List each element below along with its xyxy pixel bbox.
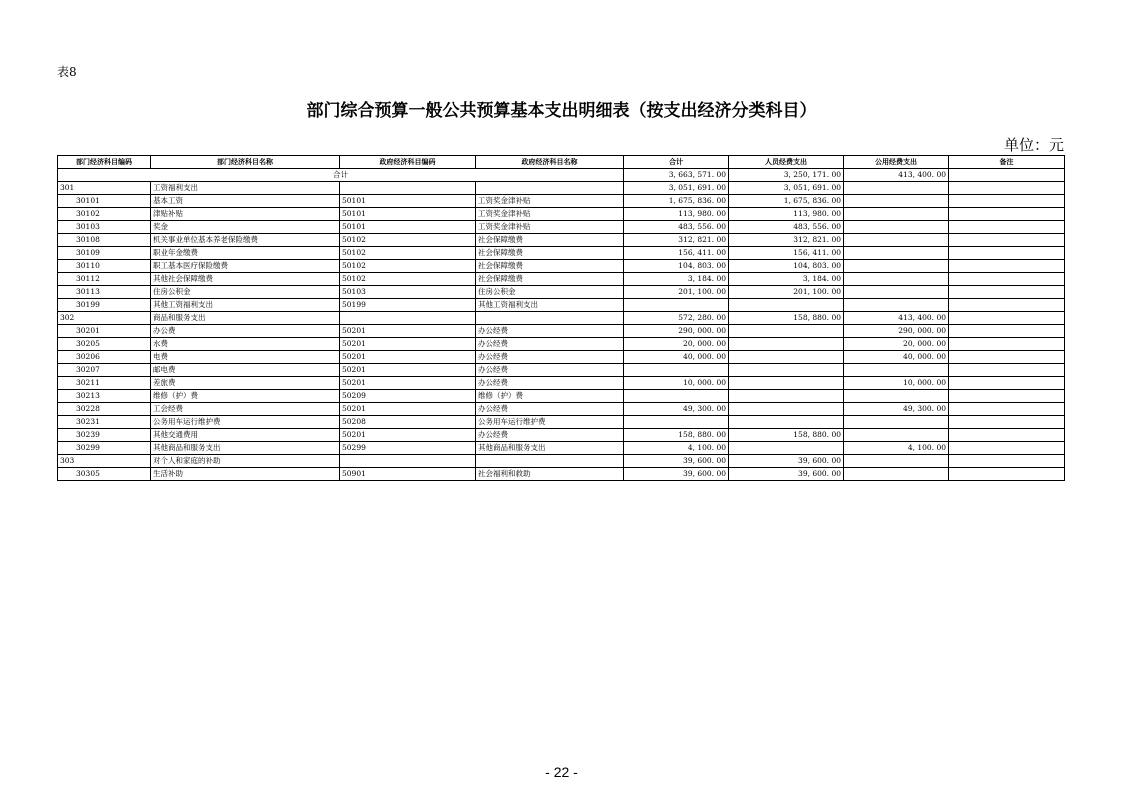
total-cell (624, 299, 729, 312)
note-cell (949, 377, 1065, 390)
total-cell (624, 390, 729, 403)
personnel-cell: 113, 980. 00 (729, 208, 844, 221)
table-row (58, 325, 1065, 338)
personnel-cell: 483, 556. 00 (729, 221, 844, 234)
public-cell (844, 455, 949, 468)
note-cell (949, 247, 1065, 260)
note-cell (949, 468, 1065, 481)
note-cell (949, 351, 1065, 364)
account-name-cell: 公务用车运行维护费 (151, 416, 340, 429)
personnel-cell: 156, 411. 00 (729, 247, 844, 260)
total-cell: 483, 556. 00 (624, 221, 729, 234)
personnel-cell (729, 442, 844, 455)
public-cell: 20, 000. 00 (844, 338, 949, 351)
account-code-cell: 30305 (58, 468, 151, 481)
total-cell: 40, 000. 00 (624, 351, 729, 364)
gov-name-cell: 办公经费 (476, 351, 624, 364)
public-cell (844, 273, 949, 286)
gov-code-cell: 50199 (340, 299, 476, 312)
gov-name-cell: 社会保障缴费 (476, 273, 624, 286)
total-cell: 104, 803. 00 (624, 260, 729, 273)
public-cell (844, 195, 949, 208)
account-name-cell: 其他工资福利支出 (151, 299, 340, 312)
table-row (58, 182, 1065, 195)
personnel-cell (729, 299, 844, 312)
note-cell (949, 195, 1065, 208)
total-cell: 39, 600. 00 (624, 468, 729, 481)
table-row (58, 299, 1065, 312)
header-cell: 人员经费支出 (729, 156, 844, 169)
public-cell: 49, 300. 00 (844, 403, 949, 416)
total-cell: 156, 411. 00 (624, 247, 729, 260)
personnel-cell: 201, 100. 00 (729, 286, 844, 299)
table-row (58, 390, 1065, 403)
account-code-cell: 30113 (58, 286, 151, 299)
header-cell: 部门经济科目编码 (58, 156, 151, 169)
gov-code-cell: 50201 (340, 377, 476, 390)
personnel-cell: 3, 184. 00 (729, 273, 844, 286)
account-code-cell: 301 (58, 182, 151, 195)
account-code-cell: 30205 (58, 338, 151, 351)
note-cell (949, 273, 1065, 286)
account-name-cell: 生活补助 (151, 468, 340, 481)
total-note (949, 169, 1065, 182)
public-cell: 4, 100. 00 (844, 442, 949, 455)
gov-code-cell: 50201 (340, 325, 476, 338)
personnel-cell: 158, 880. 00 (729, 312, 844, 325)
total-cell: 20, 000. 00 (624, 338, 729, 351)
public-cell (844, 416, 949, 429)
personnel-cell: 158, 880. 00 (729, 429, 844, 442)
note-cell (949, 312, 1065, 325)
gov-name-cell: 维修（护）费 (476, 390, 624, 403)
gov-code-cell: 50103 (340, 286, 476, 299)
account-code-cell: 30211 (58, 377, 151, 390)
note-cell (949, 429, 1065, 442)
account-code-cell: 30206 (58, 351, 151, 364)
gov-code-cell: 50101 (340, 221, 476, 234)
table-row (58, 247, 1065, 260)
public-cell (844, 299, 949, 312)
account-name-cell: 对个人和家庭的补助 (151, 455, 340, 468)
total-public: 413, 400. 00 (844, 169, 949, 182)
gov-name-cell (476, 455, 624, 468)
note-cell (949, 364, 1065, 377)
total-cell: 312, 821. 00 (624, 234, 729, 247)
gov-code-cell: 50209 (340, 390, 476, 403)
account-code-cell: 30201 (58, 325, 151, 338)
account-code-cell: 30207 (58, 364, 151, 377)
header-cell: 部门经济科目名称 (151, 156, 340, 169)
note-cell (949, 299, 1065, 312)
account-name-cell: 工会经费 (151, 403, 340, 416)
personnel-cell (729, 416, 844, 429)
gov-name-cell: 工资奖金津补贴 (476, 221, 624, 234)
personnel-cell (729, 390, 844, 403)
personnel-cell: 3, 051, 691. 00 (729, 182, 844, 195)
table-row (58, 403, 1065, 416)
table-label: 表8 (57, 65, 77, 79)
account-code-cell: 30101 (58, 195, 151, 208)
account-name-cell: 职业年金缴费 (151, 247, 340, 260)
budget-table (57, 155, 1065, 481)
gov-code-cell: 50102 (340, 247, 476, 260)
account-name-cell: 电费 (151, 351, 340, 364)
note-cell (949, 260, 1065, 273)
account-code-cell: 30239 (58, 429, 151, 442)
gov-code-cell: 50208 (340, 416, 476, 429)
gov-code-cell: 50201 (340, 351, 476, 364)
public-cell: 10, 000. 00 (844, 377, 949, 390)
account-name-cell: 职工基本医疗保险缴费 (151, 260, 340, 273)
table-row (58, 429, 1065, 442)
gov-name-cell: 办公经费 (476, 377, 624, 390)
account-name-cell: 奖金 (151, 221, 340, 234)
total-personnel: 3, 250, 171. 00 (729, 169, 844, 182)
table-row (58, 377, 1065, 390)
gov-name-cell: 住房公积金 (476, 286, 624, 299)
gov-name-cell: 公务用车运行维护费 (476, 416, 624, 429)
total-cell: 3, 051, 691. 00 (624, 182, 729, 195)
total-cell: 4, 100. 00 (624, 442, 729, 455)
public-cell (844, 234, 949, 247)
account-name-cell: 其他社会保障缴费 (151, 273, 340, 286)
page-number: - 22 - (545, 764, 578, 780)
gov-name-cell: 办公经费 (476, 403, 624, 416)
gov-code-cell: 50901 (340, 468, 476, 481)
gov-code-cell: 50102 (340, 234, 476, 247)
gov-name-cell: 办公经费 (476, 325, 624, 338)
account-name-cell: 住房公积金 (151, 286, 340, 299)
gov-name-cell (476, 312, 624, 325)
table-row (58, 208, 1065, 221)
total-cell: 10, 000. 00 (624, 377, 729, 390)
account-name-cell: 其他商品和服务支出 (151, 442, 340, 455)
note-cell (949, 390, 1065, 403)
account-name-cell: 工资福利支出 (151, 182, 340, 195)
account-code-cell: 30213 (58, 390, 151, 403)
header-cell: 备注 (949, 156, 1065, 169)
gov-code-cell: 50201 (340, 403, 476, 416)
table-row (58, 312, 1065, 325)
public-cell (844, 208, 949, 221)
note-cell (949, 221, 1065, 234)
table-row (58, 351, 1065, 364)
total-cell: 572, 280. 00 (624, 312, 729, 325)
header-cell: 政府经济科目编码 (340, 156, 476, 169)
table-row (58, 455, 1065, 468)
gov-code-cell: 50201 (340, 364, 476, 377)
note-cell (949, 338, 1065, 351)
account-code-cell: 302 (58, 312, 151, 325)
table-row (58, 416, 1065, 429)
personnel-cell: 104, 803. 00 (729, 260, 844, 273)
header-cell: 合计 (624, 156, 729, 169)
total-cell: 290, 000. 00 (624, 325, 729, 338)
note-cell (949, 416, 1065, 429)
personnel-cell (729, 377, 844, 390)
gov-name-cell: 社会保障缴费 (476, 247, 624, 260)
account-name-cell: 差旅费 (151, 377, 340, 390)
personnel-cell: 1, 675, 836. 00 (729, 195, 844, 208)
gov-code-cell (340, 312, 476, 325)
public-cell (844, 364, 949, 377)
account-name-cell: 水费 (151, 338, 340, 351)
gov-name-cell: 社会福利和救助 (476, 468, 624, 481)
public-cell (844, 286, 949, 299)
table-row (58, 286, 1065, 299)
note-cell (949, 403, 1065, 416)
total-row (58, 169, 1065, 182)
account-code-cell: 30109 (58, 247, 151, 260)
account-name-cell: 维修（护）费 (151, 390, 340, 403)
account-name-cell: 机关事业单位基本养老保险缴费 (151, 234, 340, 247)
public-cell: 290, 000. 00 (844, 325, 949, 338)
table-row (58, 468, 1065, 481)
total-cell (624, 416, 729, 429)
account-code-cell: 30231 (58, 416, 151, 429)
account-code-cell: 30103 (58, 221, 151, 234)
personnel-cell (729, 351, 844, 364)
total-cell (624, 364, 729, 377)
total-cell: 39, 600. 00 (624, 455, 729, 468)
gov-name-cell: 工资奖金津补贴 (476, 208, 624, 221)
table-row (58, 195, 1065, 208)
public-cell (844, 221, 949, 234)
account-name-cell: 津贴补贴 (151, 208, 340, 221)
note-cell (949, 325, 1065, 338)
total-cell: 1, 675, 836. 00 (624, 195, 729, 208)
total-cell: 158, 880. 00 (624, 429, 729, 442)
gov-name-cell: 办公经费 (476, 338, 624, 351)
public-cell: 40, 000. 00 (844, 351, 949, 364)
gov-name-cell: 其他工资福利支出 (476, 299, 624, 312)
public-cell (844, 260, 949, 273)
gov-name-cell: 社会保障缴费 (476, 234, 624, 247)
gov-name-cell: 工资奖金津补贴 (476, 195, 624, 208)
account-code-cell: 30112 (58, 273, 151, 286)
gov-code-cell: 50101 (340, 208, 476, 221)
gov-name-cell: 办公经费 (476, 429, 624, 442)
account-code-cell: 30108 (58, 234, 151, 247)
personnel-cell (729, 403, 844, 416)
gov-code-cell (340, 182, 476, 195)
gov-code-cell: 50102 (340, 260, 476, 273)
gov-code-cell: 50102 (340, 273, 476, 286)
account-code-cell: 303 (58, 455, 151, 468)
note-cell (949, 182, 1065, 195)
note-cell (949, 208, 1065, 221)
gov-name-cell (476, 182, 624, 195)
table-row (58, 273, 1065, 286)
gov-code-cell: 50201 (340, 338, 476, 351)
account-name-cell: 邮电费 (151, 364, 340, 377)
account-code-cell: 30102 (58, 208, 151, 221)
header-row (58, 156, 1065, 169)
account-code-cell: 30299 (58, 442, 151, 455)
header-cell: 政府经济科目名称 (476, 156, 624, 169)
account-name-cell: 办公费 (151, 325, 340, 338)
account-name-cell: 商品和服务支出 (151, 312, 340, 325)
gov-code-cell: 50101 (340, 195, 476, 208)
gov-code-cell: 50201 (340, 429, 476, 442)
account-code-cell: 30110 (58, 260, 151, 273)
personnel-cell: 39, 600. 00 (729, 468, 844, 481)
total-cell: 49, 300. 00 (624, 403, 729, 416)
personnel-cell: 39, 600. 00 (729, 455, 844, 468)
total-label: 合计 (58, 169, 624, 182)
total-amount: 3, 663, 571. 00 (624, 169, 729, 182)
public-cell (844, 429, 949, 442)
personnel-cell (729, 338, 844, 351)
personnel-cell: 312, 821. 00 (729, 234, 844, 247)
gov-name-cell: 社会保障缴费 (476, 260, 624, 273)
personnel-cell (729, 325, 844, 338)
public-cell (844, 247, 949, 260)
gov-name-cell: 其他商品和服务支出 (476, 442, 624, 455)
table-row (58, 260, 1065, 273)
public-cell: 413, 400. 00 (844, 312, 949, 325)
public-cell (844, 468, 949, 481)
unit-label: 单位：元 (1003, 136, 1064, 154)
public-cell (844, 182, 949, 195)
table-row (58, 221, 1065, 234)
gov-name-cell: 办公经费 (476, 364, 624, 377)
total-cell: 113, 980. 00 (624, 208, 729, 221)
account-name-cell: 基本工资 (151, 195, 340, 208)
table-row (58, 364, 1065, 377)
table-row (58, 234, 1065, 247)
header-cell: 公用经费支出 (844, 156, 949, 169)
note-cell (949, 442, 1065, 455)
note-cell (949, 286, 1065, 299)
account-code-cell: 30199 (58, 299, 151, 312)
total-cell: 201, 100. 00 (624, 286, 729, 299)
gov-code-cell: 50299 (340, 442, 476, 455)
account-code-cell: 30228 (58, 403, 151, 416)
total-cell: 3, 184. 00 (624, 273, 729, 286)
note-cell (949, 455, 1065, 468)
public-cell (844, 390, 949, 403)
table-row (58, 338, 1065, 351)
gov-code-cell (340, 455, 476, 468)
page-title: 部门综合预算一般公共预算基本支出明细表（按支出经济分类科目） (306, 101, 817, 121)
account-name-cell: 其他交通费用 (151, 429, 340, 442)
table-row (58, 442, 1065, 455)
note-cell (949, 234, 1065, 247)
personnel-cell (729, 364, 844, 377)
